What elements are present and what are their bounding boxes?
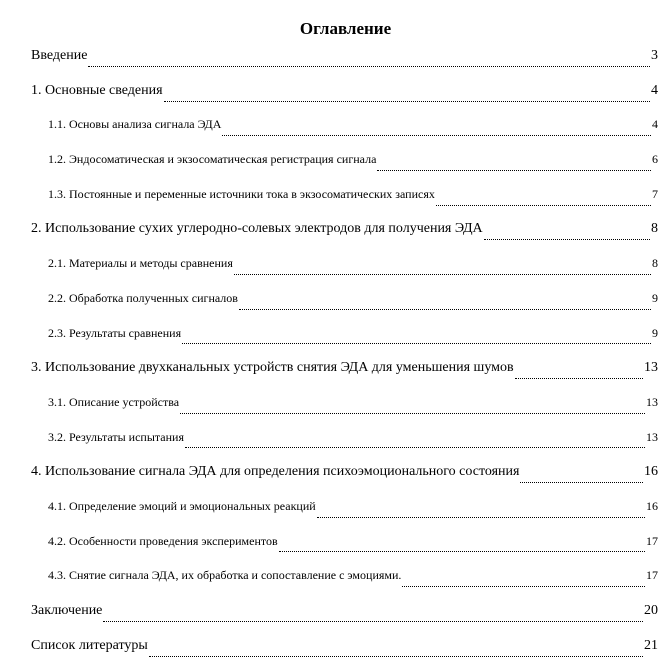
toc-entry-label: 1.3. Постоянные и переменные источники тока в экзосоматических записях — [48, 186, 435, 201]
dot-leader — [88, 66, 650, 67]
toc-entry-chapter-3 — [31, 360, 658, 395]
toc-entry-page: 8 — [651, 221, 658, 237]
toc-entry-introduction — [31, 48, 658, 83]
toc-entry-conclusion — [31, 603, 658, 638]
toc-entry-page: 13 — [644, 360, 658, 376]
dot-leader — [377, 170, 651, 171]
dot-leader — [279, 551, 645, 552]
toc-entry-section-1-3 — [31, 187, 658, 222]
toc-entry-references — [31, 638, 658, 672]
toc-entry-page: 13 — [646, 429, 658, 444]
toc-entry-section-2-2 — [31, 291, 658, 326]
toc-entry-page: 17 — [646, 568, 658, 583]
toc-entry-section-4-2 — [31, 534, 658, 569]
dot-leader — [234, 274, 651, 275]
toc-entry-label: 2. Использование сухих углеродно-солевых электродов для получения ЭДА — [31, 221, 483, 237]
toc-entry-section-3-2 — [31, 430, 658, 465]
dot-leader — [149, 656, 643, 657]
toc-entry-page: 20 — [644, 603, 658, 618]
toc-entry-section-2-1 — [31, 256, 658, 291]
toc-entry-page: 9 — [652, 290, 658, 305]
dot-leader — [436, 205, 651, 206]
toc-entry-label: 4.1. Определение эмоций и эмоциональных реакций — [48, 498, 316, 513]
toc-entry-section-1-2 — [31, 152, 658, 187]
toc-entry-label: 2.3. Результаты сравнения — [48, 325, 182, 340]
toc-entry-section-4-1 — [31, 499, 658, 534]
toc-entry-page: 7 — [652, 186, 658, 201]
dot-leader — [520, 482, 643, 483]
toc-entry-label: 2.1. Материалы и методы сравнения — [48, 256, 233, 271]
toc-entry-chapter-2 — [31, 221, 658, 256]
toc-entry-label: 2.2. Обработка полученных сигналов — [48, 290, 238, 305]
toc-entry-page: 4 — [651, 82, 658, 98]
dot-leader — [484, 239, 650, 240]
toc-entry-page: 13 — [646, 394, 658, 409]
toc-entry-label: Заключение — [31, 603, 103, 618]
dot-leader — [515, 378, 643, 379]
dot-leader — [103, 621, 643, 622]
dot-leader — [402, 586, 645, 587]
toc-entry-label: 4.2. Особенности проведения экспериментов — [48, 533, 278, 548]
toc-entry-page: 6 — [652, 152, 658, 167]
toc-entry-page: 8 — [652, 256, 658, 271]
dot-leader — [239, 309, 651, 310]
dot-leader — [182, 343, 651, 344]
toc-entry-page: 9 — [652, 325, 658, 340]
toc-entry-section-3-1 — [31, 395, 658, 430]
toc-list — [31, 48, 658, 672]
toc-entry-label: Список литературы — [31, 637, 148, 653]
toc-entry-label: 1.1. Основы анализа сигнала ЭДА — [48, 117, 222, 132]
toc-entry-label: 3. Использование двухканальных устройств снятия ЭДА для уменьшения шумов — [31, 360, 514, 376]
dot-leader — [185, 447, 645, 448]
toc-entry-label: 1. Основные сведения — [31, 82, 163, 98]
toc-entry-label: 3.2. Результаты испытания — [48, 429, 184, 444]
dot-leader — [317, 517, 645, 518]
toc-title: Оглавление — [299, 19, 392, 38]
toc-entry-page: 3 — [651, 48, 658, 63]
dot-leader — [222, 135, 651, 136]
toc-entry-page: 16 — [644, 464, 658, 480]
toc-entry-page: 17 — [646, 533, 658, 548]
toc-entry-section-4-3 — [31, 568, 658, 603]
toc-entry-label: 3.1. Описание устройства — [48, 394, 180, 409]
dot-leader — [180, 413, 645, 414]
toc-entry-page: 16 — [646, 498, 658, 513]
dot-leader — [164, 101, 650, 102]
toc-entry-section-2-3 — [31, 326, 658, 361]
toc-entry-label: Введение — [31, 48, 88, 63]
toc-entry-label: 1.2. Эндосоматическая и экзосоматическая регистрация сигнала — [48, 152, 377, 167]
toc-entry-section-1-1 — [31, 117, 658, 152]
toc-entry-page: 21 — [644, 637, 658, 653]
toc-entry-label: 4. Использование сигнала ЭДА для определения психоэмоционального состояния — [31, 464, 520, 480]
toc-entry-label: 4.3. Снятие сигнала ЭДА, их обработка и сопоставление с эмоциями. — [48, 568, 402, 583]
toc-entry-chapter-4 — [31, 464, 658, 499]
toc-entry-chapter-1 — [31, 83, 658, 118]
toc-entry-page: 4 — [652, 117, 658, 132]
